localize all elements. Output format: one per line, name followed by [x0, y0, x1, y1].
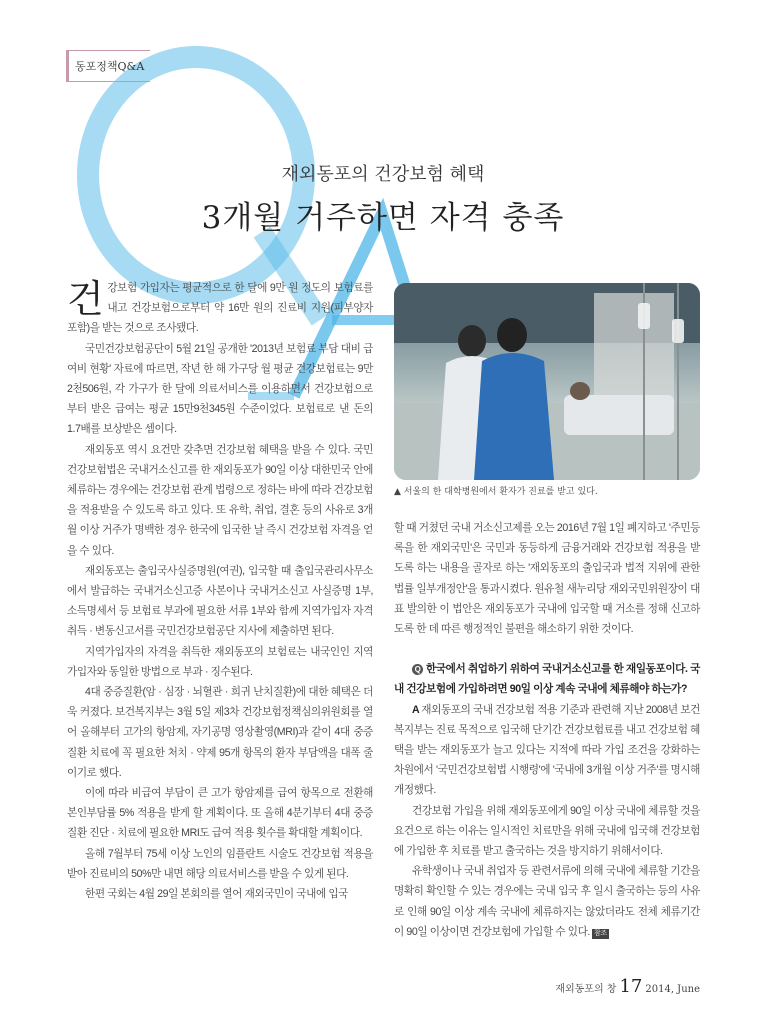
article-paragraph: 지역가입자의 자격을 취득한 재외동포의 보험료는 내국인인 지역가입자와 동일한 방법으로 부과 · 징수된다. [67, 645, 373, 678]
hospital-photo [394, 283, 700, 480]
article-paragraph: 올해 7월부터 75세 이상 노인의 임플란트 시술도 건강보험 적용을 받아 진료비의 50%만 내면 해당 의료서비스를 받을 수 있게 된다. [67, 847, 373, 880]
question-mark-badge: Q [412, 664, 423, 675]
page-footer [555, 976, 700, 997]
magazine-name: 재외동포의 창 [555, 984, 617, 995]
article-paragraph: 이에 따라 비급여 부담이 큰 고가 항암제를 급여 항목으로 전환해 본인부담률 5% 적용을 받게 할 계획이다. 또 올해 4분기부터 4대 중증질환 진단 · 치료에 필요한 MRI도 급여 적용 횟수를 확대할 계획이다. [67, 787, 373, 840]
qa-answer-paragraph: 건강보험 가입을 위해 재외동포에게 90일 이상 국내에 체류할 것을 요건으로 하는 이유는 일시적인 치료만을 위해 국내에 입국해 건강보험에 가입한 후 치료를 받고 출국하는 것을 방지하기 위해서이다. [394, 804, 700, 858]
page-number: 17 [619, 976, 643, 997]
article-paragraph: 4대 중증질환(암 · 심장 · 뇌혈관 · 희귀 난치질환)에 대한 혜택은 더욱 커졌다. 보건복지부는 3월 5일 제3차 건강보험정책심의위원회를 열어 올해부터 고가의 항암제, 자기공명 영상촬영(MRI)과 같이 4대 중증질환 치료에 꼭 필요한 처치 · 약제 95개 항목의 환자 부담액을 대폭 줄이기로 했다. [67, 686, 373, 779]
article-title: 3개월 거주하면 자격 충족 [201, 200, 565, 236]
article-paragraph: 재외동포 역시 요건만 갖추면 건강보험 혜택을 받을 수 있다. 국민건강보험법은 국내거소신고를 한 재외동포가 90일 이상 대한민국 안에 체류하는 경우에는 건강보험 관계 법령으로 정하는 바에 따라 건강보험을 적용받을 수 있도록 하고 있다. 또 유학, 취업, 결혼 등의 사유로 3개월 이상 거주가 명백한 경우 한국에 입국한 날 즉시 건강보험 자격을 얻을 수 있다. [67, 443, 373, 557]
end-mark: 참조 [593, 929, 607, 937]
qa-question: Q 한국에서 취업하기 위하여 국내거소신고를 한 재일동포이다. 국내 건강보험에 가입하려면 90일 이상 계속 국내에 체류해야 하는가? [394, 663, 700, 696]
article-paragraph: 재외동포는 출입국사실증명원(여권), 입국할 때 출입국관리사무소에서 발급하는 국내거소신고증 사본이나 국내거소신고 사실증명 1부, 소득명세서 등 보험료 부과에 필요한 서류 1부와 함께 지역가입자 자격취득 · 변동신고서를 국민건강보험공단 지사에 제출하면 된다. [67, 564, 373, 638]
article-paragraph: 한편 국회는 4월 29일 본회의를 열어 재외국민이 국내에 입국 [85, 888, 348, 901]
article-paragraph: 국민건강보험공단이 5월 21일 공개한 '2013년 보험료 부담 대비 급여비 현황' 자료에 따르면, 작년 한 해 가구당 월 평균 건강보험료는 9만2천506원, 각 가구가 한 달에 의료서비스를 이용하면서 건강보험으로부터 받은 급여는 평균 15만9천345원 수준이었다. 보험료로 낸 돈의 1.7배를 보상받은 셈이다. [67, 342, 373, 436]
issue-date: 2014, June [645, 984, 700, 995]
hospital-photo-illustration [394, 283, 700, 480]
photo-caption: ▲ 서울의 한 대학병원에서 환자가 진료를 받고 있다. [394, 487, 598, 497]
article-paragraph-continued: 할 때 거쳤던 국내 거소신고제를 오는 2016년 7월 1일 폐지하고 '주민등록을 한 재외국민'은 국민과 동등하게 금융거래와 건강보험 적용을 받도록 하는 내용을 골자로 하는 '재외동포의 출입국과 법적 지위에 관한 법률 일부개정안'을 통과시켰다. 원유철 새누리당 재외국민위원장이 대표 발의한 이 법안은 재외동포가 국내에 입국할 때 거소를 정해 신고하도록 한 데 따른 행정적인 불편을 해소하기 위한 것이다. [394, 522, 700, 636]
article-subtitle: 재외동포의 건강보험 혜택 [281, 164, 485, 185]
qa-answer-paragraph: A 재외동포의 국내 건강보험 적용 기준과 관련해 지난 2008년 보건복지부는 진료 목적으로 입국해 단기간 건강보험료를 내고 건강보험 혜택을 받는 재외동포가 늘고 있다는 지적에 따라 가입 조건을 강화하는 차원에서 '국민건강보험법 시행령'에 '국내에 3개월 이상 거주'를 명시해 개정했다. [394, 703, 700, 797]
qa-answer-paragraph: 유학생이나 국내 취업자 등 관련서류에 의해 국내에 체류할 기간을 명확히 확인할 수 있는 경우에는 국내 입국 후 일시 출국하는 등의 사유로 인해 90일 이상 계속 국내에 체류하지는 않았더라도 전체 체류기간이 90일 이상이면 건강보험에 가입할 수 있다. 참조 [394, 865, 700, 938]
article-left-column [67, 278, 373, 904]
answer-mark: A [412, 703, 420, 716]
dropcap: 건 [67, 277, 104, 321]
article-paragraph: 건강보험 가입자는 평균적으로 한 달에 9만 원 정도의 보험료를 내고 건강보험으로부터 약 16만 원의 진료비 지원(피부양자 포함)을 받는 것으로 조사됐다. [67, 277, 373, 335]
article-right-column [394, 518, 700, 942]
section-label: 동포정책Q&A [66, 50, 150, 82]
